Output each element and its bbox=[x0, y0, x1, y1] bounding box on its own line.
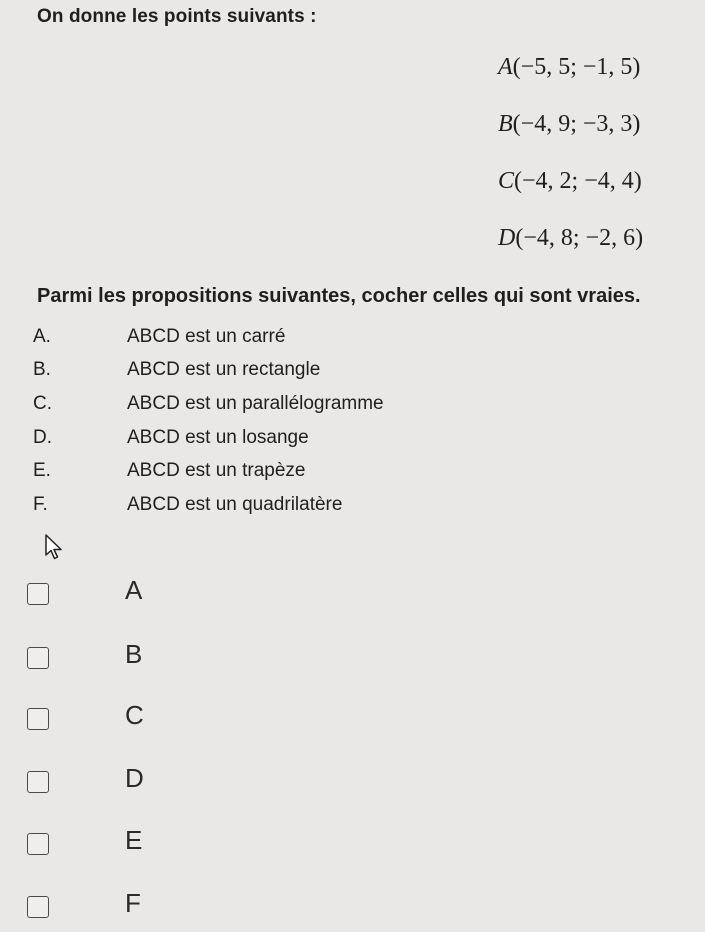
proposition-e bbox=[0, 460, 705, 490]
proposition-letter: B. bbox=[33, 359, 51, 380]
proposition-letter: E. bbox=[33, 460, 51, 481]
point-d-coords: (−4, 8; −2, 6) bbox=[515, 225, 644, 251]
proposition-c bbox=[0, 393, 705, 423]
choice-label[interactable]: F bbox=[125, 888, 141, 918]
choice-label[interactable]: D bbox=[125, 763, 144, 793]
mouse-pointer-icon bbox=[44, 534, 66, 560]
point-a bbox=[498, 54, 640, 81]
proposition-text: ABCD est un losange bbox=[127, 427, 309, 448]
checkbox-d[interactable] bbox=[27, 771, 49, 793]
proposition-f bbox=[0, 494, 705, 524]
point-d-name: D bbox=[498, 225, 516, 251]
proposition-d bbox=[0, 427, 705, 457]
proposition-text: ABCD est un rectangle bbox=[127, 359, 321, 380]
point-d bbox=[498, 225, 643, 252]
point-b-name: B bbox=[498, 111, 513, 137]
proposition-text: ABCD est un trapèze bbox=[127, 460, 306, 481]
proposition-letter: D. bbox=[33, 427, 52, 448]
choice-c[interactable] bbox=[0, 700, 705, 744]
checkbox-f[interactable] bbox=[27, 896, 49, 918]
choice-b[interactable] bbox=[0, 639, 705, 683]
question-text: Parmi les propositions suivantes, cocher celles qui sont vraies. bbox=[37, 285, 641, 307]
point-a-name: A bbox=[498, 54, 513, 80]
choice-e[interactable] bbox=[0, 825, 705, 869]
checkbox-a[interactable] bbox=[27, 583, 49, 605]
proposition-text: ABCD est un quadrilatère bbox=[127, 494, 343, 515]
point-c-name: C bbox=[498, 168, 515, 194]
choice-label[interactable]: C bbox=[125, 700, 144, 730]
checkbox-b[interactable] bbox=[27, 647, 49, 669]
proposition-letter: C. bbox=[33, 393, 52, 414]
checkbox-e[interactable] bbox=[27, 833, 49, 855]
choice-a[interactable] bbox=[0, 575, 705, 619]
proposition-text: ABCD est un carré bbox=[127, 326, 286, 347]
choice-label[interactable]: E bbox=[125, 825, 143, 855]
point-a-coords: (−5, 5; −1, 5) bbox=[512, 54, 641, 80]
intro-text: On donne les points suivants : bbox=[37, 6, 317, 27]
proposition-text: ABCD est un parallélogramme bbox=[127, 393, 384, 414]
point-b bbox=[498, 111, 640, 138]
proposition-letter: F. bbox=[33, 494, 48, 515]
choice-d[interactable] bbox=[0, 763, 705, 807]
point-b-coords: (−4, 9; −3, 3) bbox=[512, 111, 641, 137]
choice-label[interactable]: A bbox=[125, 575, 143, 605]
point-c-coords: (−4, 2; −4, 4) bbox=[514, 168, 642, 194]
choice-f[interactable] bbox=[0, 888, 705, 932]
proposition-letter: A. bbox=[33, 326, 51, 347]
checkbox-c[interactable] bbox=[27, 708, 49, 730]
proposition-a bbox=[0, 326, 705, 356]
choice-label[interactable]: B bbox=[125, 639, 143, 669]
proposition-b bbox=[0, 359, 705, 389]
point-c bbox=[498, 168, 642, 195]
